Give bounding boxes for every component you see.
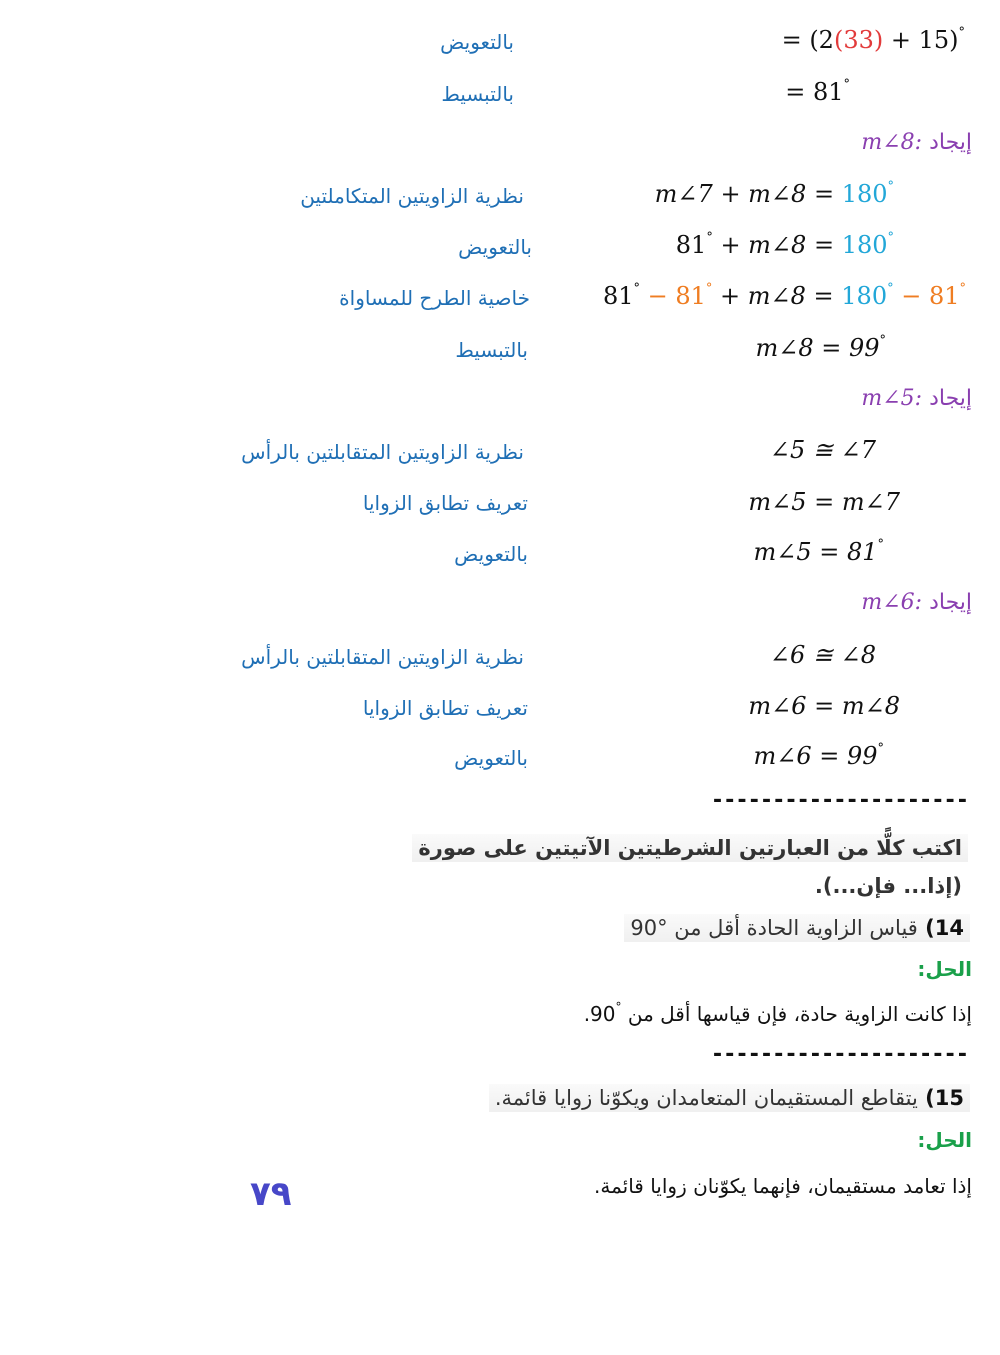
solution-label: الحل:: [917, 957, 972, 981]
answer-15: إذا تعامد مستقيمان، فإنهما يكوّنان زوايا قائمة.: [593, 1174, 972, 1198]
reason-vertical-angles-theorem: نظرية الزاويتين المتقابلتين بالرأس: [241, 440, 524, 464]
question-text: يتقاطع المستقيمان المتعامدان ويكوّنا زوايا قائمة.: [494, 1086, 918, 1110]
math-line-4: 81° + m∠8 = 180°: [675, 230, 894, 259]
reason-substitution: بالتعويض: [458, 235, 532, 259]
math-line-9: m∠5 = 81°: [753, 537, 884, 566]
math-line-12: m∠6 = 99°: [753, 741, 884, 770]
find-heading-angle-8: إيجاد m∠8:: [861, 130, 972, 155]
reason-supplementary-theorem: نظرية الزاويتين المتكاملتين: [300, 184, 524, 208]
instruction-line-2: (إذا... فإن...).: [814, 874, 962, 898]
math-line-8: m∠5 = m∠7: [748, 488, 900, 516]
math-line-11: m∠6 = m∠8: [748, 692, 900, 720]
math-line-6: m∠8 = 99°: [755, 333, 886, 362]
separator-dashes: ---------------------: [710, 788, 968, 813]
reason-substitution: بالتعويض: [440, 30, 514, 54]
answer-14: إذا كانت الزاوية حادة، فإن قياسها أقل من °90.: [583, 1000, 972, 1026]
math-line-7: ∠5 ≅ ∠7: [769, 436, 876, 464]
find-heading-angle-5: إيجاد m∠5:: [861, 386, 972, 411]
question-14: [624, 914, 970, 942]
solution-label: الحل:: [917, 1128, 972, 1152]
question-text: قياس الزاوية الحادة أقل من °90: [630, 916, 918, 940]
reason-angle-congruence-definition: تعريف تطابق الزوايا: [362, 491, 528, 515]
find-heading-angle-6: إيجاد m∠6:: [861, 590, 972, 615]
math-line-3: m∠7 + m∠8 = 180°: [654, 179, 894, 208]
reason-substitution: بالتعويض: [454, 542, 528, 566]
separator-dashes: ---------------------: [710, 1042, 968, 1067]
math-line-10: ∠6 ≅ ∠8: [769, 641, 876, 669]
reason-substitution: بالتعويض: [454, 746, 528, 770]
reason-vertical-angles-theorem: نظرية الزاويتين المتقابلتين بالرأس: [241, 645, 524, 669]
question-number: 15): [925, 1086, 964, 1110]
math-line-5: 81° − 81° + m∠8 = 180° − 81°: [602, 281, 966, 310]
reason-angle-congruence-definition: تعريف تطابق الزوايا: [362, 696, 528, 720]
page-number: ٧٩: [250, 1174, 292, 1214]
math-line-2: = 81°: [785, 77, 850, 106]
reason-simplify: بالتبسيط: [441, 82, 514, 106]
reason-subtraction-property: خاصية الطرح للمساواة: [339, 286, 530, 310]
question-number: 14): [925, 916, 964, 940]
question-15: [489, 1084, 970, 1112]
reason-simplify: بالتبسيط: [455, 338, 528, 362]
instruction-line-1: اكتب كلًّا من العبارتين الشرطيتين الآتيتين على صورة: [412, 834, 968, 862]
math-line-1: = (2(33) + 15)°: [781, 25, 965, 54]
